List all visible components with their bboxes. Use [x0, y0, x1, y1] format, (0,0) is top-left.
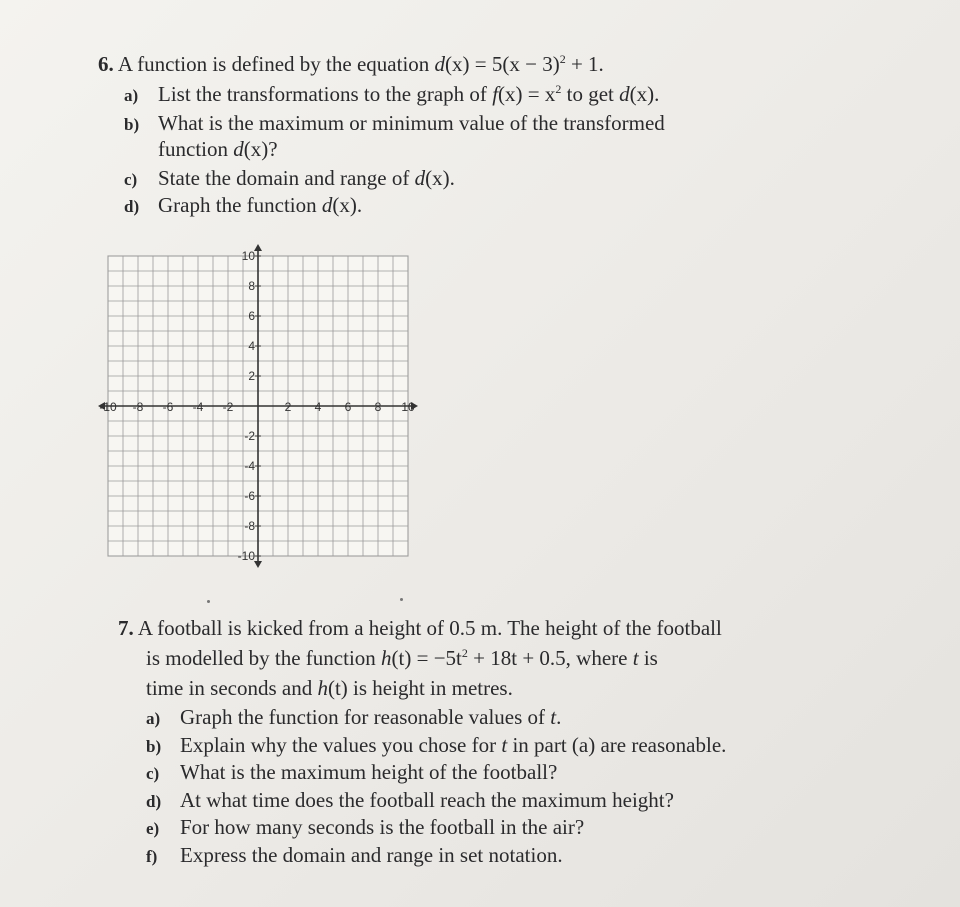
q7-a-tail: .: [556, 705, 562, 729]
x-tick-label: -10: [99, 400, 117, 414]
q7-part-d: [146, 788, 674, 813]
q6-b-label: b): [124, 115, 140, 134]
x-tick-label: 10: [401, 400, 415, 414]
q6-eq-tail: + 1.: [565, 52, 604, 76]
y-tick-label: -2: [244, 429, 255, 443]
q6-eq-x: (x): [445, 52, 470, 76]
y-tick-label: -6: [244, 489, 255, 503]
q6-part-b-cont: [158, 137, 278, 162]
x-tick-label: -4: [192, 400, 204, 414]
q7-e-label: e): [146, 819, 160, 838]
q7-d-label: d): [146, 792, 162, 811]
q7-stem2a: is modelled by the function: [146, 646, 382, 670]
q6-d-text: Graph the function: [158, 193, 322, 217]
q7-c-label: c): [146, 764, 160, 783]
x-tick-label: 6: [344, 400, 352, 414]
q7-a-text: Graph the function for reasonable values of: [180, 705, 551, 729]
page-speck: [400, 598, 403, 601]
q6-b-d: d: [233, 137, 244, 161]
q7-stem1: A football is kicked from a height of 0.5 m. The height of the football: [137, 616, 722, 640]
q6-a-text2: (x) = x: [498, 82, 556, 106]
y-tick-label: -4: [244, 459, 255, 473]
q7-stem3a: time in seconds and: [146, 676, 318, 700]
y-axis-arrow-down: [254, 561, 262, 568]
q7-f-label: f): [146, 847, 158, 866]
q7-b-t: t: [501, 733, 508, 757]
q7-stem3b: (t) is height in metres.: [327, 676, 513, 700]
q6-a-text4: (x).: [629, 82, 660, 106]
q6-c-d: d: [414, 166, 426, 190]
q6-part-a: [124, 82, 659, 107]
q7-stem-line1: [118, 616, 722, 641]
q6-number: 6.: [98, 52, 114, 76]
q6-d-tail: (x).: [332, 193, 363, 217]
q6-c-text: State the domain and range of: [158, 166, 415, 190]
q6-c-label: c): [124, 170, 138, 189]
q7-d-text: At what time does the football reach the maximum height?: [180, 788, 674, 812]
q6-a-exp: 2: [555, 82, 562, 96]
q6-b-text2a: function: [158, 137, 234, 161]
q6-stem: [98, 52, 604, 77]
q7-part-c: [146, 760, 557, 785]
q6-a-f: f: [492, 82, 499, 106]
q6-eq-rhs: = 5(x − 3): [469, 52, 560, 76]
q7-stem-line2: [146, 646, 658, 671]
q7-stem2b: (t) = −5t: [391, 646, 462, 670]
q7-part-e: [146, 815, 584, 840]
q6-d-label: d): [124, 197, 140, 216]
x-tick-label: 2: [284, 400, 292, 414]
y-tick-label: 4: [248, 339, 255, 353]
q7-e-text: For how many seconds is the football in the air?: [180, 815, 585, 839]
q6-a-d: d: [619, 82, 630, 106]
x-tick-label: -8: [132, 400, 144, 414]
q7-c-text: What is the maximum height of the football?: [180, 760, 558, 784]
y-tick-label: 10: [241, 249, 255, 263]
x-tick-label: 4: [314, 400, 322, 414]
q7-a-label: a): [146, 709, 161, 728]
q7-stem3-h: h: [317, 676, 328, 700]
q7-part-b: [146, 733, 726, 758]
x-tick-label: -6: [162, 400, 174, 414]
q7-stem2-h: h: [381, 646, 392, 670]
x-tick-label: 8: [374, 400, 382, 414]
q6-b-text2b: (x)?: [243, 137, 278, 161]
q6-c-tail: (x).: [425, 166, 455, 190]
q6-part-d: [124, 193, 362, 218]
y-tick-label: -8: [244, 519, 255, 533]
q6-eq-d: d: [434, 52, 446, 76]
q7-part-a: [146, 705, 561, 730]
q6-stem-text: A function is defined by the equation: [117, 52, 435, 76]
q6-part-c: [124, 166, 455, 191]
y-tick-label: -10: [237, 549, 255, 563]
q6-eq-exp: 2: [559, 52, 566, 66]
y-axis-arrow-up: [254, 244, 262, 251]
y-tick-label: 8: [248, 279, 255, 293]
q6-part-b: [124, 111, 665, 136]
q7-a-t: t: [550, 705, 557, 729]
x-tick-label: -2: [222, 400, 234, 414]
q7-stem2c: + 18t + 0.5, where: [467, 646, 633, 670]
q7-b-label: b): [146, 737, 162, 756]
q6-b-text1: What is the maximum or minimum value of the transformed: [158, 111, 665, 135]
q7-stem-line3: [146, 676, 513, 701]
q7-stem2-exp: 2: [461, 646, 468, 660]
coordinate-grid-svg: [96, 238, 426, 568]
q7-b-text1: Explain why the values you chose for: [180, 733, 502, 757]
q7-part-f: [146, 843, 563, 868]
q7-stem2d: is: [638, 646, 658, 670]
q6-d-d: d: [321, 193, 333, 217]
y-tick-label: 6: [248, 309, 255, 323]
q7-b-text2: in part (a) are reasonable.: [507, 733, 727, 757]
q6-a-text3: to get: [561, 82, 620, 106]
q6-a-label: a): [124, 86, 139, 105]
page-speck: [207, 600, 210, 603]
coordinate-grid[interactable]: [96, 238, 426, 568]
q7-f-text: Express the domain and range in set notation.: [180, 843, 563, 867]
q7-stem2-t: t: [632, 646, 639, 670]
q7-number: 7.: [118, 616, 134, 640]
y-tick-label: 2: [248, 369, 255, 383]
q6-a-text1: List the transformations to the graph of: [158, 82, 493, 106]
